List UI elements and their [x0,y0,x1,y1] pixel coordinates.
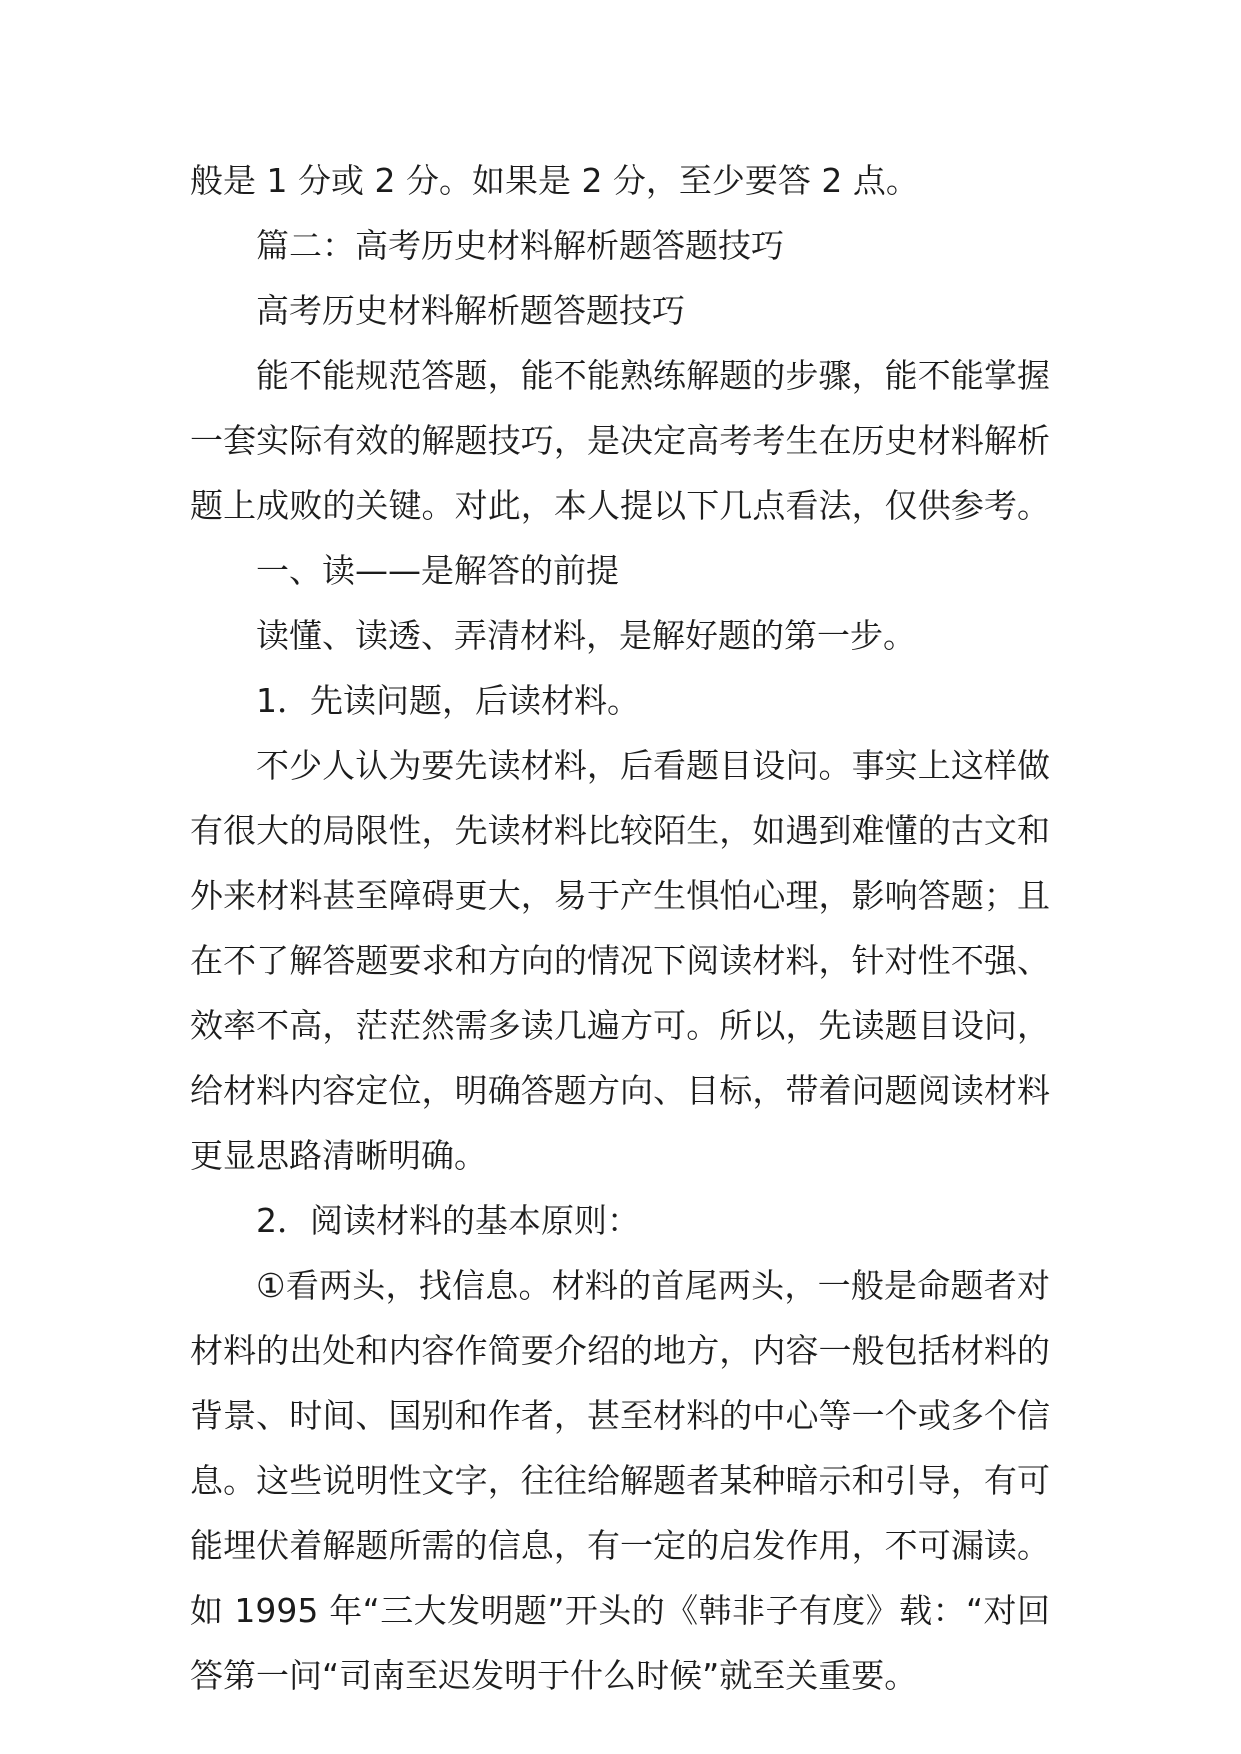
text-line: 材料的出处和内容作简要介绍的地方，内容一般包括材料的 [190,1331,1050,1370]
text-line: ①看两头，找信息。材料的首尾两头，一般是命题者对 [256,1266,1050,1305]
text-line: 般是 1 分或 2 分。如果是 2 分，至少要答 2 点。 [190,161,919,200]
text-line: 一套实际有效的解题技巧，是决定高考考生在历史材料解析 [190,421,1050,460]
text-line: 题上成败的关键。对此，本人提以下几点看法，仅供参考。 [190,486,1050,525]
text-line: 在不了解答题要求和方向的情况下阅读材料，针对性不强、 [190,941,1050,980]
text-line: 不少人认为要先读材料，后看题目设问。事实上这样做 [256,746,1050,785]
text-line: 能埋伏着解题所需的信息，有一定的启发作用，不可漏读。 [190,1526,1050,1565]
text-line: 外来材料甚至障碍更大，易于产生惧怕心理，影响答题；且 [190,876,1050,915]
section-heading: 篇二：高考历史材料解析题答题技巧 [256,226,784,265]
text-line: 有很大的局限性，先读材料比较陌生，如遇到难懂的古文和 [190,811,1050,850]
text-line: 背景、时间、国别和作者，甚至材料的中心等一个或多个信 [190,1396,1050,1435]
numbered-item: 2．阅读材料的基本原则： [256,1201,640,1240]
text-line: 更显思路清晰明确。 [190,1136,487,1175]
subheading: 一、读——是解答的前提 [256,551,619,590]
text-line: 效率不高，茫茫然需多读几遍方可。所以，先读题目设问， [190,1006,1050,1045]
text-line: 息。这些说明性文字，往往给解题者某种暗示和引导，有可 [190,1461,1050,1500]
text-line: 答第一问“司南至迟发明于什么时候”就至关重要。 [190,1656,918,1695]
text-line: 给材料内容定位，明确答题方向、目标，带着问题阅读材料 [190,1071,1050,1110]
text-line: 能不能规范答题，能不能熟练解题的步骤，能不能掌握 [256,356,1050,395]
article-title: 高考历史材料解析题答题技巧 [256,291,685,330]
text-line: 如 1995 年“三大发明题”开头的《韩非子有度》载：“对回 [190,1591,1050,1630]
numbered-item: 1．先读问题，后读材料。 [256,681,640,720]
text-line: 读懂、读透、弄清材料，是解好题的第一步。 [256,616,916,655]
